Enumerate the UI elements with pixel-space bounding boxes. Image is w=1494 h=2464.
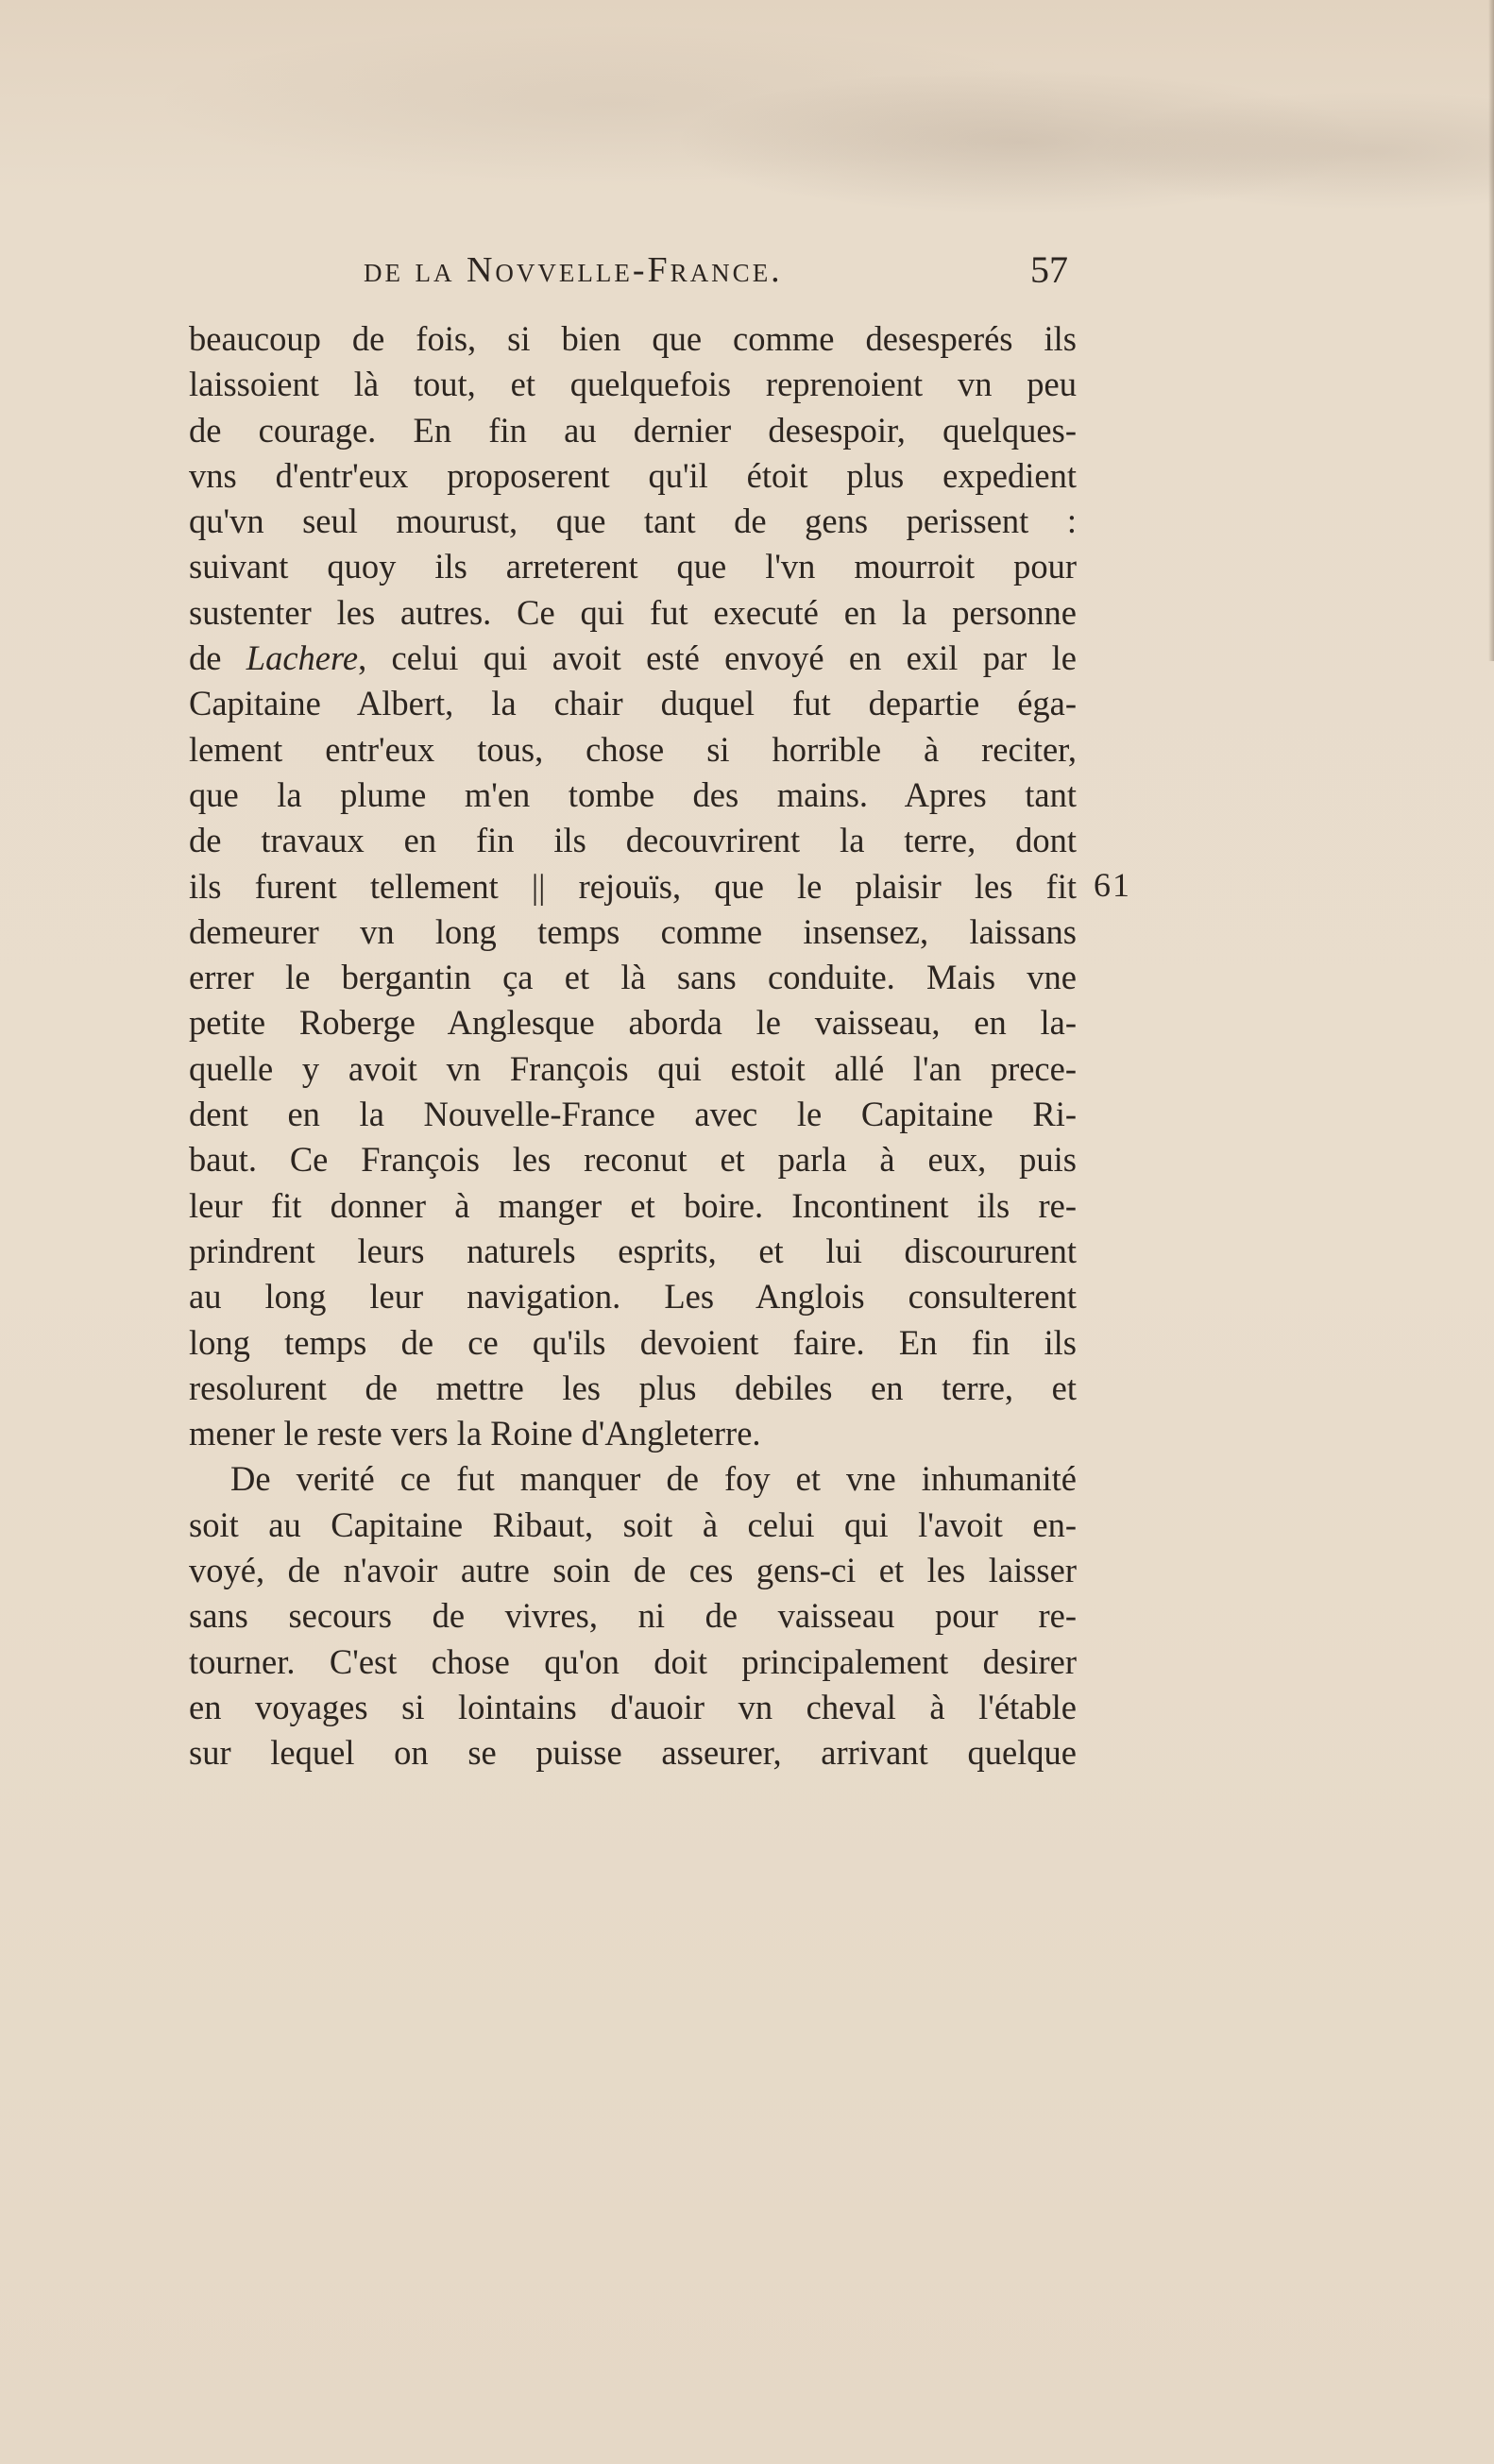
page-number: 57 [1030,248,1068,291]
text-line: sustenter les autres. Ce qui fut executé en la personne [189,592,1077,632]
body-text [189,316,1077,1776]
text-line: baut. Ce François les reconut et parla à eux, puis [189,1140,1077,1180]
text-line: demeurer vn long temps comme insensez, laissans [189,911,1077,951]
text-line: au long leur navigation. Les Anglois consulterent [189,1277,1077,1317]
text-line: sur lequel on se puisse asseurer, arrivant quelque [189,1733,1077,1773]
text-line: Capitaine Albert, la chair duquel fut departie éga- [189,684,1077,723]
text-line: soit au Capitaine Ribaut, soit à celui qui l'avoit en- [189,1504,1077,1544]
text-line: suivant quoy ils arreterent que l'vn mourroit pour [189,547,1077,586]
text-line: beaucoup de fois, si bien que comme desesperés ils [189,319,1077,358]
text-line: prindrent leurs naturels esprits, et lui discoururent [189,1231,1077,1270]
text-line: ils furent tellement || rejouïs, que le plaisir les fit [189,866,1077,906]
text-line: sans secours de vivres, ni de vaisseau pour re- [189,1596,1077,1636]
page-edge-shadow [1488,0,1494,661]
text-line: que la plume m'en tombe des mains. Apres tant [189,774,1077,814]
text-line: errer le bergantin ça et là sans conduite. Mais vne [189,958,1077,997]
italic-name: Lachere [246,638,359,678]
text-line: laissoient là tout, et quelquefois reprenoient vn peu [189,365,1077,404]
text-line: tourner. C'est chose qu'on doit principalement desirer [189,1641,1077,1681]
text-line: petite Roberge Anglesque aborda le vaisseau, en la- [189,1003,1077,1043]
text-line: de courage. En fin au dernier desespoir, quelques- [189,410,1077,450]
text-line [189,636,1077,681]
text-segment: de [189,638,246,678]
text-segment: , celui qui avoit esté envoyé en exil par le [358,638,1078,678]
margin-page-reference: 61 [1094,866,1131,904]
running-title: de la Novvelle-France. [364,250,783,290]
text-line: de travaux en fin ils decouvrirent la terre, dont [189,821,1077,860]
text-line: lement entr'eux tous, chose si horrible à reciter, [189,729,1077,769]
running-head [189,244,1077,300]
text-line: vns d'entr'eux proposerent qu'il étoit plus expedient [189,455,1077,495]
text-line: en voyages si lointains d'auoir vn cheval à l'étable [189,1687,1077,1726]
text-line: voyé, de n'avoir autre soin de ces gens-ci et les laisser [189,1551,1077,1590]
text-line: De verité ce fut manquer de foy et vne inhumanité [230,1459,1077,1499]
text-line: quelle y avoit vn François qui estoit allé l'an prece- [189,1048,1077,1088]
text-line: qu'vn seul mourust, que tant de gens perissent : [189,501,1077,541]
text-line: long temps de ce qu'ils devoient faire. En fin ils [189,1322,1077,1362]
text-line: dent en la Nouvelle-France avec le Capitaine Ri- [189,1095,1077,1134]
text-line: resolurent de mettre les plus debiles en terre, et [189,1368,1077,1407]
text-line: mener le reste vers la Roine d'Angleterre. [189,1414,761,1453]
text-line: leur fit donner à manger et boire. Incontinent ils re- [189,1185,1077,1225]
